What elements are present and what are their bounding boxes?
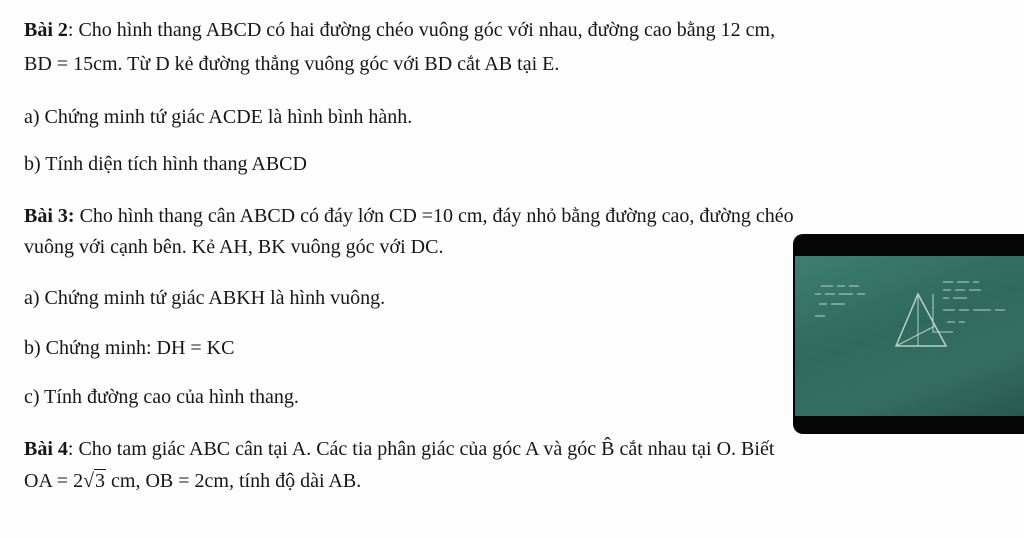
- bai2-line2: [24, 51, 559, 77]
- bai4-text-1: : Cho tam giác ABC cân tại A. Các tia phân giác của góc A và góc B̂ cắt nhau tại O. Biết: [67, 438, 775, 460]
- bai4-text-2b: cm, OB = 2cm, tính độ dài AB.: [106, 470, 362, 492]
- bai2-line1: [24, 17, 775, 43]
- bai2-b-text: b) Tính diện tích hình thang ABCD: [24, 153, 307, 175]
- bai3-part-b: [24, 335, 234, 361]
- bai4-text-2a: OA = 2√: [24, 470, 95, 492]
- chalkboard-video-thumbnail-icon: [793, 234, 1024, 434]
- bai2-label: Bài 2: [24, 19, 68, 41]
- bai4-radicand: 3: [95, 470, 106, 492]
- bai3-part-c: [24, 384, 299, 410]
- bai3-b-text: b) Chứng minh: DH = KC: [24, 337, 235, 359]
- bai2-part-a: [24, 104, 412, 130]
- bai3-line1: [24, 203, 794, 229]
- bai3-line2: [24, 234, 443, 260]
- bai4-line2: [24, 468, 361, 494]
- bai2-part-b: [24, 151, 307, 177]
- bai2-text-2: BD = 15cm. Từ D kẻ đường thẳng vuông góc với BD cắt AB tại E.: [24, 53, 560, 75]
- bai4-label: Bài 4: [24, 438, 68, 460]
- bai4-line1: [24, 436, 774, 462]
- bai2-text-1: : Cho hình thang ABCD có hai đường chéo vuông góc với nhau, đường cao bằng 12 cm,: [67, 19, 776, 41]
- bai2-a-text: a) Chứng minh tứ giác ACDE là hình bình hành.: [24, 106, 413, 128]
- bai3-part-a: [24, 285, 385, 311]
- video-thumbnail[interactable]: [793, 234, 1024, 434]
- bai3-text-1: Cho hình thang cân ABCD có đáy lớn CD =10 cm, đáy nhỏ bằng đường cao, đường chéo: [74, 205, 794, 227]
- bai3-text-2: vuông với cạnh bên. Kẻ AH, BK vuông góc với DC.: [24, 236, 444, 258]
- bai3-label: Bài 3:: [24, 205, 75, 227]
- bai3-a-text: a) Chứng minh tứ giác ABKH là hình vuông.: [24, 287, 386, 309]
- bai3-c-text: c) Tính đường cao của hình thang.: [24, 386, 299, 408]
